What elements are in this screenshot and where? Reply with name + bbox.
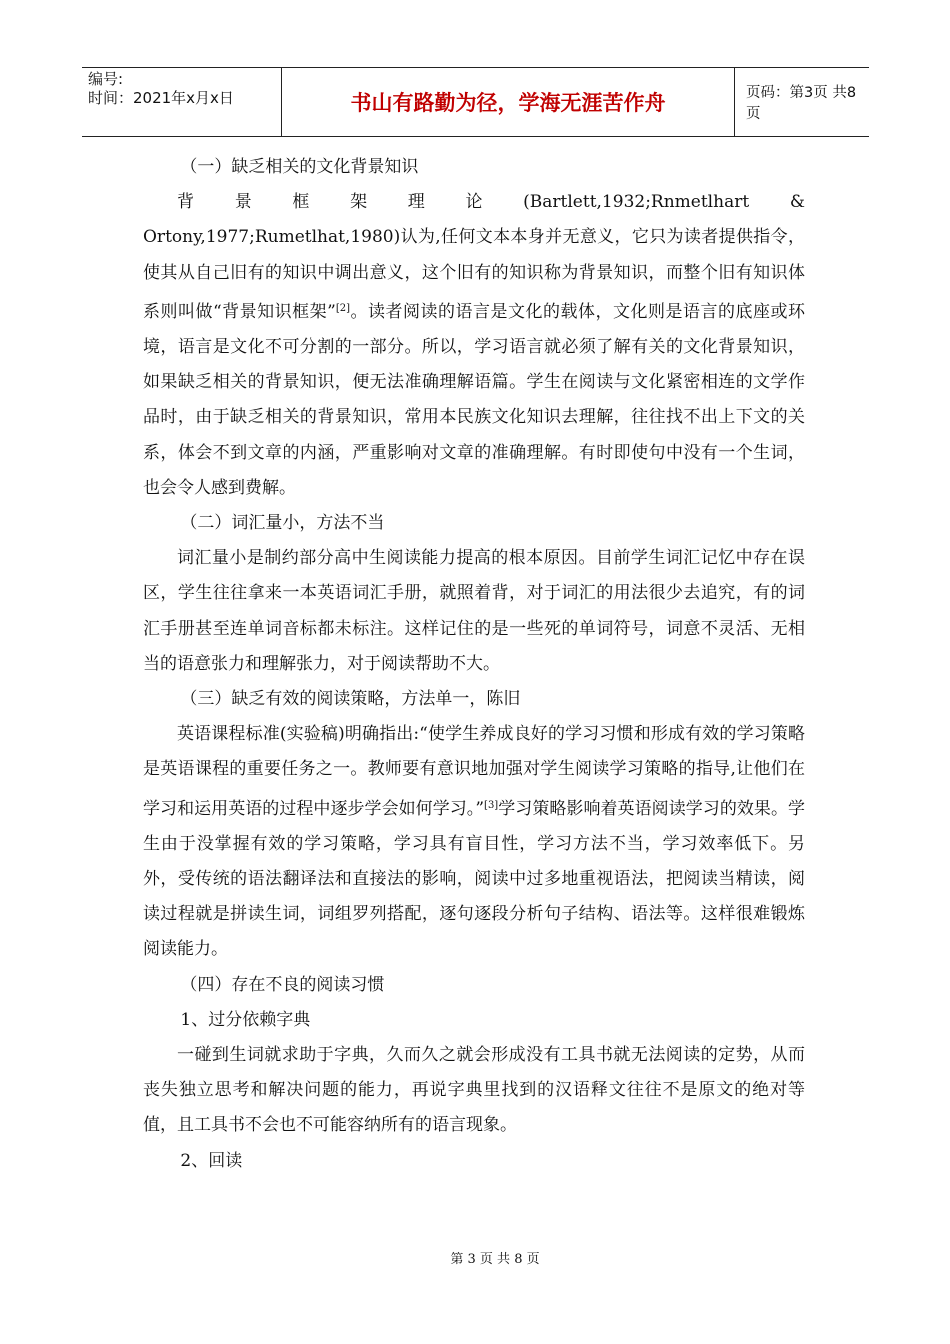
citation-3: [3] (484, 799, 499, 811)
header-motto: 书山有路勤为径，学海无涯苦作舟 (282, 68, 735, 136)
subheading-4-1: 1、过分依赖字典 (180, 1009, 311, 1030)
section-heading-3: （三）缺乏有效的阅读策略，方法单一，陈旧 (180, 689, 521, 710)
paragraph-1-part-a: 背 景 框 架 理 论 (Bartlett,1932;Rnmetlhart & Ortony,1977;Rumetlhat,1980)认为,任何文本本身并无意义，它只为读者提供指令，使其从自己旧有的知识中调出意义，这个旧有的知识称为背景知识，而整个旧有知识体系则叫做“背景知识框架” (143, 192, 822, 322)
document-body (143, 150, 822, 1179)
header-page-info: 页码：第3页 共8页 (746, 85, 857, 122)
citation-2: [2] (335, 302, 351, 314)
document-number-label: 编号: (88, 70, 124, 88)
page-header (82, 67, 869, 137)
paragraph-1-part-b: 。读者阅读的语言是文化的载体，文化则是语言的底座或环境，语言是文化不可分割的一部分。所以，学习语言就必须了解有关的文化背景知识，如果缺乏相关的背景知识，便无法准确理解语篇。学生在阅读与文化紧密相连的文学作品时，由于缺乏相关的背景知识，常用本民族文化知识去理解，往往找不出上下文的关系，体会不到文章的内涵，严重影响对文章的准确理解。有时即使句中没有一个生词，也会令人感到费解。 (143, 301, 806, 498)
paragraph-3 (143, 717, 805, 967)
section-heading-1: （一）缺乏相关的文化背景知识 (180, 157, 419, 177)
header-meta-cell (82, 68, 282, 136)
paragraph-4: 一碰到生词就求助于字典，久而久之就会形成没有工具书就无法阅读的定势，从而丧失独立思考和解决问题的能力，再说字典里找到的汉语释文往往不是原文的绝对等值，且工具书不会也不可能容纳所有的语言现象。 (143, 1045, 805, 1136)
paragraph-3-part-b: 学习策略影响着英语阅读学习的效果。学生由于没掌握有效的学习策略，学习具有盲目性，学习方法不当，学习效率低下。另外，受传统的语法翻译法和直接法的影响，阅读中过多地重视语法，把阅读当精读，阅读过程就是拼读生词，词组罗列搭配，逐句逐段分析句子结构、语法等。这样很难锻炼阅读能力。 (143, 798, 805, 960)
subheading-4-2: 2、回读 (180, 1150, 243, 1171)
document-time-label: 时间：2021年x月x日 (88, 89, 234, 107)
paragraph-1 (143, 185, 822, 506)
section-heading-2: （二）词汇量小，方法不当 (180, 513, 385, 534)
page-footer: 第 3 页 共 8 页 (450, 1252, 540, 1267)
paragraph-3-part-a: 英语课程标准(实验稿)明确指出:“使学生养成良好的学习习惯和形成有效的学习策略是英语课程的重要任务之一。教师要有意识地加强对学生阅读学习策略的指导,让他们在学习和运用英语的过程中逐步学会如何学习。” (143, 724, 805, 819)
paragraph-2: 词汇量小是制约部分高中生阅读能力提高的根本原因。目前学生词汇记忆中存在误区，学生往往拿来一本英语词汇手册，就照着背，对于词汇的用法很少去追究，有的词汇手册甚至连单词音标都未标注。这样记住的是一些死的单词符号，词意不灵活、无相当的语意张力和理解张力，对于阅读帮助不大。 (143, 548, 805, 674)
section-heading-4: （四）存在不良的阅读习惯 (180, 974, 385, 995)
